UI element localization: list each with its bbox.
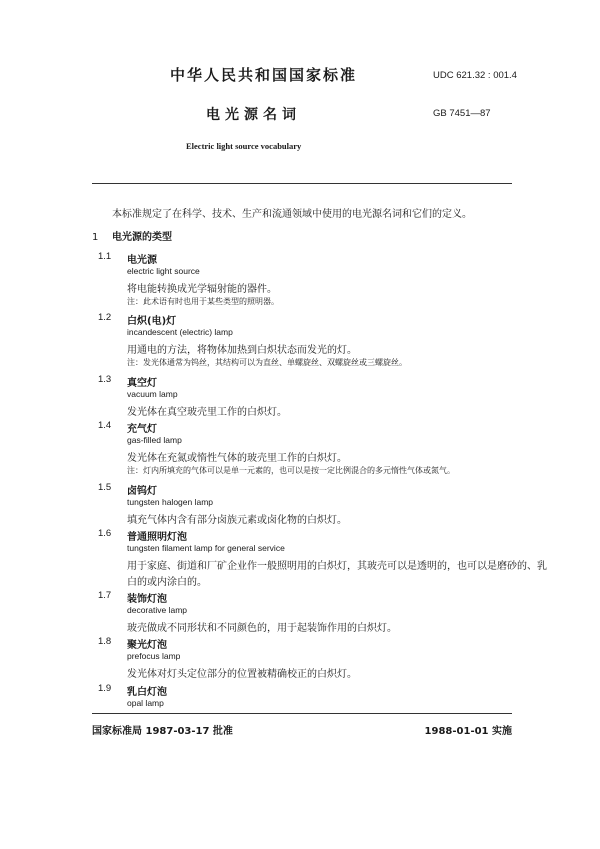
term-chinese: 真空灯	[127, 378, 157, 389]
term-number: 1.3	[98, 374, 112, 385]
term-chinese: 聚光灯泡	[127, 640, 167, 651]
term-chinese: 白炽(电)灯	[127, 316, 177, 327]
term-english: tungsten filament lamp for general service	[127, 543, 285, 553]
term-number: 1.1	[98, 251, 112, 262]
term-definition: 将电能转换成光学辐射能的器件。	[127, 284, 277, 295]
term-chinese: 装饰灯泡	[127, 594, 167, 605]
term-number: 1.5	[98, 482, 112, 493]
term-number: 1.2	[98, 312, 112, 323]
term-english: prefocus lamp	[127, 651, 181, 661]
term-note: 注：此术语有时也用于某些类型的照明器。	[127, 297, 279, 306]
term-chinese: 普通照明灯泡	[127, 532, 187, 543]
term-chinese: 乳白灯泡	[127, 687, 167, 698]
term-chinese: 电光源	[127, 255, 157, 266]
section-number: 1	[92, 232, 99, 243]
term-definition: 填充气体内含有部分卤族元素或卤化物的白炽灯。	[127, 515, 347, 526]
term-definition: 用于家庭、街道和厂矿企业作一般照明用的白炽灯，其玻壳可以是透明的，也可以是磨砂的、乳	[127, 561, 547, 572]
term-note: 注：发光体通常为钨丝，其结构可以为直丝、单螺旋丝、双螺旋丝或三螺旋丝。	[127, 358, 407, 367]
udc-code: UDC 621.32 : 001.4	[433, 70, 517, 81]
standard-title: 中华人民共和国国家标准	[170, 66, 358, 84]
term-chinese: 卤钨灯	[127, 486, 157, 497]
term-chinese: 充气灯	[127, 424, 157, 435]
footer-divider	[92, 713, 512, 714]
term-number: 1.9	[98, 683, 112, 694]
section-heading	[92, 228, 172, 243]
header-divider	[92, 183, 512, 184]
term-number: 1.4	[98, 420, 112, 431]
term-number: 1.7	[98, 590, 112, 601]
term-number: 1.8	[98, 636, 112, 647]
term-english: vacuum lamp	[127, 389, 178, 399]
term-definition: 发光体对灯头定位部分的位置被精确校正的白炽灯。	[127, 669, 357, 680]
gb-code: GB 7451—87	[433, 108, 491, 119]
term-note: 注：灯内所填充的气体可以是单一元素的，也可以是按一定比例混合的多元惰性气体或氮气。	[127, 466, 455, 475]
term-number: 1.6	[98, 528, 112, 539]
term-english: decorative lamp	[127, 605, 188, 615]
term-definition: 用通电的方法，将物体加热到白炽状态而发光的灯。	[127, 345, 357, 356]
intro-paragraph: 本标准规定了在科学、技术、生产和流通领域中使用的电光源名词和它们的定义。	[112, 209, 472, 220]
section-title: 电光源的类型	[112, 232, 172, 243]
effective-date: 1988-01-01 实施	[424, 726, 512, 737]
document-title: 电光源名词	[206, 107, 301, 123]
term-english: gas-filled lamp	[127, 435, 182, 445]
term-english: incandescent (electric) lamp	[127, 327, 233, 337]
term-english: tungsten halogen lamp	[127, 497, 214, 507]
term-english: electric light source	[127, 266, 200, 276]
english-title: Electric light source vocabulary	[186, 141, 302, 151]
term-english: opal lamp	[127, 698, 164, 708]
term-definition: 发光体在真空玻壳里工作的白炽灯。	[127, 407, 287, 418]
term-definition: 发光体在充氮或惰性气体的玻壳里工作的白炽灯。	[127, 453, 347, 464]
approval-date: 国家标准局 1987-03-17 批准	[92, 726, 233, 737]
term-definition-cont: 白的或内涂白的。	[127, 577, 207, 588]
term-definition: 玻壳做成不同形状和不同颜色的，用于起装饰作用的白炽灯。	[127, 623, 397, 634]
